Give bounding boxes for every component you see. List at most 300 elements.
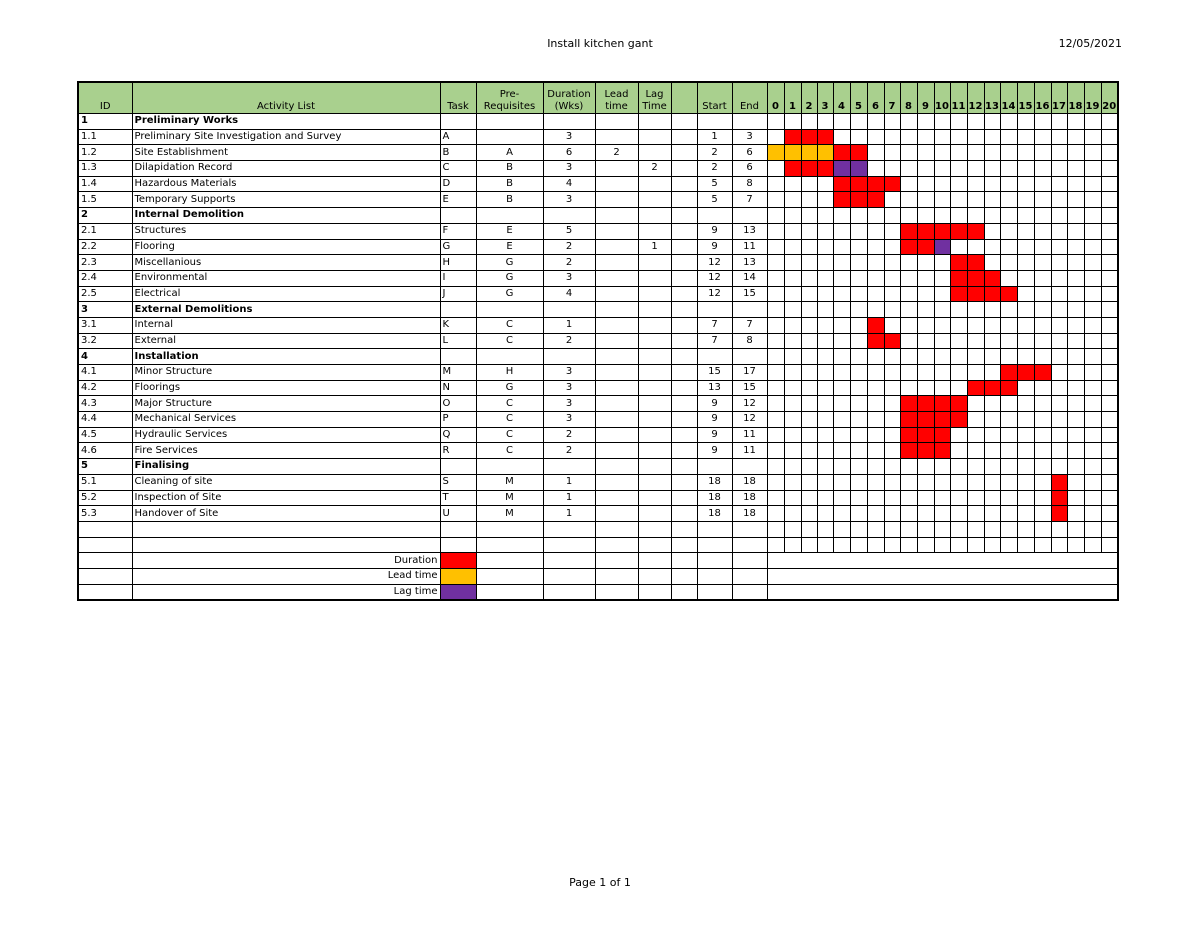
cell-empty [440, 459, 476, 475]
gantt-grid-cell [884, 129, 900, 145]
gantt-grid-cell [1084, 255, 1101, 271]
cell-prereq: G [476, 270, 543, 286]
cell-task: O [440, 396, 476, 412]
cell-id: 4.5 [78, 427, 132, 443]
cell-end: 15 [732, 286, 767, 302]
cell-activity: Inspection of Site [132, 490, 440, 506]
cell-empty [732, 537, 767, 553]
gantt-grid-cell [967, 192, 984, 208]
cell-blank [671, 192, 697, 208]
gantt-grid-cell [1101, 490, 1118, 506]
gantt-grid-cell [900, 380, 917, 396]
cell-empty [732, 349, 767, 365]
blank-row [78, 537, 1118, 553]
gantt-grid-cell [1084, 506, 1101, 522]
cell-empty [850, 521, 867, 537]
gantt-grid-cell [967, 239, 984, 255]
gantt-grid-cell [801, 223, 817, 239]
gantt-bar-cell-lead [801, 145, 817, 161]
gantt-grid-cell [884, 349, 900, 365]
cell-lead [595, 412, 638, 428]
gantt-bar-cell-duration [967, 380, 984, 396]
cell-empty [967, 521, 984, 537]
gantt-grid-cell [1067, 145, 1084, 161]
gantt-grid-cell [1067, 255, 1084, 271]
gantt-grid-cell [1000, 208, 1017, 224]
gantt-grid-cell [817, 459, 833, 475]
cell-empty [476, 584, 543, 600]
gantt-grid-cell [884, 114, 900, 130]
gantt-grid-cell [767, 302, 784, 318]
gantt-grid-cell [900, 208, 917, 224]
gantt-grid-cell [784, 302, 801, 318]
gantt-grid-cell [784, 396, 801, 412]
cell-activity: Flooring [132, 239, 440, 255]
section-row [78, 114, 1118, 130]
gantt-grid-cell [884, 396, 900, 412]
gantt-grid-cell [817, 490, 833, 506]
gantt-grid-cell [1034, 506, 1051, 522]
cell-empty [440, 302, 476, 318]
gantt-grid-cell [1084, 427, 1101, 443]
gantt-grid-cell [867, 286, 884, 302]
cell-id: 4.2 [78, 380, 132, 396]
cell-empty [476, 208, 543, 224]
cell-task: N [440, 380, 476, 396]
gantt-grid-cell [917, 192, 934, 208]
cell-id: 1.2 [78, 145, 132, 161]
gantt-grid-cell [1067, 412, 1084, 428]
gantt-grid-cell [934, 474, 950, 490]
cell-empty [671, 208, 697, 224]
gantt-grid-cell [934, 192, 950, 208]
cell-lag [638, 286, 671, 302]
gantt-grid-cell [917, 176, 934, 192]
gantt-bar-cell-duration [867, 317, 884, 333]
gantt-grid-cell [1067, 380, 1084, 396]
cell-activity: Site Establishment [132, 145, 440, 161]
cell-lag [638, 192, 671, 208]
task-row [78, 270, 1118, 286]
gantt-grid-cell [900, 114, 917, 130]
gantt-grid-cell [884, 459, 900, 475]
cell-activity: Fire Services [132, 443, 440, 459]
gantt-bar-cell-lead [784, 145, 801, 161]
gantt-grid-cell [934, 490, 950, 506]
gantt-grid-cell [1084, 349, 1101, 365]
gantt-grid-cell [801, 412, 817, 428]
gantt-grid-cell [900, 317, 917, 333]
cell-empty [543, 349, 595, 365]
cell-empty [671, 553, 697, 569]
gantt-grid-cell [817, 223, 833, 239]
gantt-grid-cell [1067, 161, 1084, 177]
gantt-grid-cell [850, 286, 867, 302]
gantt-grid-cell [884, 302, 900, 318]
gantt-bar-cell-duration [1034, 365, 1051, 381]
gantt-bar-cell-duration [967, 255, 984, 271]
gantt-grid-cell [917, 114, 934, 130]
gantt-grid-cell [784, 239, 801, 255]
cell-id: 2.4 [78, 270, 132, 286]
gantt-grid-cell [1051, 302, 1067, 318]
gantt-grid-cell [984, 223, 1000, 239]
gantt-grid-cell [850, 443, 867, 459]
cell-empty [595, 568, 638, 584]
cell-activity: Miscellanious [132, 255, 440, 271]
gantt-grid-cell [817, 255, 833, 271]
cell-end: 15 [732, 380, 767, 396]
cell-empty [917, 521, 934, 537]
gantt-grid-cell [767, 270, 784, 286]
gantt-grid-cell [950, 114, 967, 130]
gantt-grid-cell [850, 490, 867, 506]
cell-lag [638, 333, 671, 349]
cell-task: L [440, 333, 476, 349]
gantt-grid-cell [984, 506, 1000, 522]
week-header-cell: 4 [833, 82, 850, 114]
legend-swatch-duration [440, 553, 476, 569]
gantt-grid-cell [1034, 255, 1051, 271]
gantt-grid-cell [1034, 145, 1051, 161]
gantt-grid-cell [867, 223, 884, 239]
gantt-grid-cell [917, 506, 934, 522]
gantt-grid-cell [1051, 349, 1067, 365]
gantt-bar-cell-duration [833, 192, 850, 208]
cell-prereq: B [476, 176, 543, 192]
cell-id: 5 [78, 459, 132, 475]
cell-empty [833, 521, 850, 537]
page-header-date: 12/05/2021 [1058, 37, 1122, 50]
cell-activity: Hazardous Materials [132, 176, 440, 192]
gantt-grid-cell [1017, 380, 1034, 396]
gantt-grid-cell [784, 333, 801, 349]
gantt-grid-cell [1017, 270, 1034, 286]
gantt-grid-cell [950, 192, 967, 208]
gantt-grid-cell [884, 474, 900, 490]
gantt-grid-cell [1101, 380, 1118, 396]
cell-duration: 2 [543, 239, 595, 255]
gantt-grid-cell [967, 302, 984, 318]
cell-blank [671, 443, 697, 459]
gantt-grid-cell [1101, 176, 1118, 192]
gantt-bar-cell-lag [833, 161, 850, 177]
gantt-grid-cell [1101, 129, 1118, 145]
gantt-grid-cell [917, 490, 934, 506]
cell-end: 11 [732, 239, 767, 255]
cell-empty [1101, 521, 1118, 537]
cell-activity: Internal Demolition [132, 208, 440, 224]
gantt-grid-cell [900, 474, 917, 490]
gantt-grid-cell [817, 396, 833, 412]
cell-task: T [440, 490, 476, 506]
gantt-grid-cell [1084, 396, 1101, 412]
gantt-grid-cell [934, 506, 950, 522]
gantt-grid-cell [1017, 443, 1034, 459]
cell-id: 2.3 [78, 255, 132, 271]
cell-id: 4.3 [78, 396, 132, 412]
cell-id: 5.2 [78, 490, 132, 506]
page-header-title: Install kitchen gant [547, 37, 653, 50]
cell-empty [934, 521, 950, 537]
gantt-grid-cell [1051, 317, 1067, 333]
gantt-grid-cell [1017, 161, 1034, 177]
gantt-grid-cell [900, 145, 917, 161]
gantt-grid-cell [817, 286, 833, 302]
gantt-grid-cell [1084, 192, 1101, 208]
gantt-grid-cell [984, 474, 1000, 490]
gantt-grid-cell [917, 380, 934, 396]
gantt-grid-cell [967, 208, 984, 224]
gantt-grid-cell [900, 365, 917, 381]
gantt-grid-cell [817, 333, 833, 349]
week-header-cell: 0 [767, 82, 784, 114]
cell-empty [671, 114, 697, 130]
cell-empty [671, 302, 697, 318]
cell-lag [638, 506, 671, 522]
gantt-grid-cell [1000, 302, 1017, 318]
gantt-grid-cell [767, 365, 784, 381]
cell-lead [595, 427, 638, 443]
cell-lead [595, 192, 638, 208]
cell-lag [638, 255, 671, 271]
gantt-grid-cell [984, 396, 1000, 412]
cell-task: I [440, 270, 476, 286]
gantt-grid-cell [1017, 349, 1034, 365]
gantt-grid-cell [1000, 255, 1017, 271]
cell-task: P [440, 412, 476, 428]
gantt-grid-cell [1084, 302, 1101, 318]
cell-prereq: C [476, 443, 543, 459]
gantt-bar-cell-lag [934, 239, 950, 255]
gantt-grid-cell [917, 349, 934, 365]
cell-empty [638, 521, 671, 537]
gantt-grid-cell [833, 443, 850, 459]
cell-lag: 2 [638, 161, 671, 177]
gantt-grid-cell [833, 239, 850, 255]
cell-end: 6 [732, 145, 767, 161]
cell-blank [671, 176, 697, 192]
cell-empty [697, 584, 732, 600]
section-row [78, 302, 1118, 318]
cell-prereq: E [476, 239, 543, 255]
gantt-grid-cell [1051, 380, 1067, 396]
cell-prereq: M [476, 490, 543, 506]
gantt-grid-cell [767, 412, 784, 428]
gantt-grid-cell [884, 208, 900, 224]
gantt-grid-cell [950, 443, 967, 459]
gantt-grid-cell [950, 302, 967, 318]
cell-task: F [440, 223, 476, 239]
task-row [78, 474, 1118, 490]
cell-empty [132, 521, 440, 537]
gantt-grid-cell [1101, 365, 1118, 381]
gantt-grid-cell [1084, 286, 1101, 302]
gantt-bar-cell-duration [950, 412, 967, 428]
cell-lag [638, 176, 671, 192]
gantt-bar-cell-lead [817, 145, 833, 161]
gantt-grid-cell [934, 333, 950, 349]
cell-task: A [440, 129, 476, 145]
gantt-grid-cell [850, 239, 867, 255]
gantt-grid-cell [984, 255, 1000, 271]
cell-end: 18 [732, 506, 767, 522]
gantt-grid-cell [1017, 114, 1034, 130]
gantt-grid-cell [1101, 270, 1118, 286]
gantt-grid-cell [1034, 239, 1051, 255]
gantt-grid-cell [850, 255, 867, 271]
gantt-grid-cell [767, 396, 784, 412]
gantt-grid-cell [934, 255, 950, 271]
cell-lead [595, 223, 638, 239]
gantt-grid-cell [1101, 333, 1118, 349]
cell-empty [671, 521, 697, 537]
gantt-grid-cell [801, 506, 817, 522]
gantt-grid-cell [817, 474, 833, 490]
gantt-grid-cell [1000, 317, 1017, 333]
gantt-grid-cell [1034, 349, 1051, 365]
cell-start: 9 [697, 223, 732, 239]
gantt-grid-cell [767, 459, 784, 475]
cell-empty [1000, 521, 1017, 537]
gantt-grid-cell [967, 506, 984, 522]
cell-lag [638, 474, 671, 490]
gantt-grid-cell [1000, 333, 1017, 349]
cell-empty [801, 521, 817, 537]
cell-task: J [440, 286, 476, 302]
gantt-bar-cell-duration [917, 412, 934, 428]
gantt-grid-cell [900, 286, 917, 302]
gantt-grid-cell [1101, 396, 1118, 412]
gantt-grid-cell [867, 161, 884, 177]
cell-prereq: G [476, 380, 543, 396]
cell-lead [595, 443, 638, 459]
week-header-cell: 11 [950, 82, 967, 114]
cell-empty [543, 521, 595, 537]
gantt-bar-cell-duration [801, 161, 817, 177]
gantt-grid-cell [817, 192, 833, 208]
gantt-grid-cell [1017, 145, 1034, 161]
gantt-grid-cell [1067, 286, 1084, 302]
cell-task: E [440, 192, 476, 208]
gantt-bar-cell-duration [967, 223, 984, 239]
cell-activity: Dilapidation Record [132, 161, 440, 177]
gantt-grid-cell [801, 208, 817, 224]
gantt-grid-cell [1067, 427, 1084, 443]
task-row [78, 239, 1118, 255]
gantt-grid-cell [867, 114, 884, 130]
gantt-grid-cell [1067, 114, 1084, 130]
cell-lag [638, 270, 671, 286]
cell-blank [671, 396, 697, 412]
cell-empty [671, 584, 697, 600]
cell-empty [638, 114, 671, 130]
gantt-grid-cell [1017, 427, 1034, 443]
cell-empty [476, 537, 543, 553]
cell-duration: 3 [543, 412, 595, 428]
cell-start: 9 [697, 412, 732, 428]
gantt-grid-cell [1067, 333, 1084, 349]
gantt-grid-cell [1034, 459, 1051, 475]
gantt-grid-cell [850, 474, 867, 490]
gantt-grid-cell [1051, 459, 1067, 475]
cell-prereq: E [476, 223, 543, 239]
cell-empty [1067, 521, 1084, 537]
gantt-grid-cell [967, 443, 984, 459]
cell-empty [638, 568, 671, 584]
gantt-grid-cell [867, 145, 884, 161]
gantt-grid-cell [1101, 208, 1118, 224]
cell-prereq [476, 129, 543, 145]
cell-empty [900, 537, 917, 553]
page-footer: Page 1 of 1 [569, 876, 631, 889]
cell-blank [671, 161, 697, 177]
gantt-grid-cell [867, 239, 884, 255]
gantt-grid-cell [984, 333, 1000, 349]
task-row [78, 443, 1118, 459]
week-header-cell: 14 [1000, 82, 1017, 114]
col-header-start: Start [697, 82, 732, 114]
section-row [78, 208, 1118, 224]
cell-empty [732, 568, 767, 584]
cell-prereq: M [476, 474, 543, 490]
cell-empty [543, 537, 595, 553]
cell-start: 12 [697, 255, 732, 271]
gantt-grid-cell [817, 317, 833, 333]
gantt-grid-cell [950, 427, 967, 443]
task-row [78, 396, 1118, 412]
gantt-grid-cell [801, 176, 817, 192]
gantt-grid-cell [1051, 223, 1067, 239]
cell-empty [697, 302, 732, 318]
cell-empty [732, 114, 767, 130]
gantt-bar-cell-duration [900, 396, 917, 412]
cell-lead [595, 270, 638, 286]
cell-lead [595, 286, 638, 302]
cell-empty [732, 584, 767, 600]
cell-empty [476, 114, 543, 130]
col-header-lag: Lag Time [638, 82, 671, 114]
gantt-grid-cell [950, 176, 967, 192]
gantt-grid-cell [984, 443, 1000, 459]
gantt-grid-cell [950, 365, 967, 381]
gantt-grid-cell [767, 161, 784, 177]
gantt-grid-cell [1017, 396, 1034, 412]
gantt-grid-cell [767, 380, 784, 396]
cell-empty [697, 349, 732, 365]
gantt-grid-cell [967, 161, 984, 177]
cell-lead [595, 129, 638, 145]
cell-empty [543, 208, 595, 224]
cell-lag [638, 365, 671, 381]
cell-duration: 1 [543, 490, 595, 506]
gantt-grid-cell [984, 317, 1000, 333]
gantt-grid-cell [1017, 412, 1034, 428]
gantt-grid-cell [884, 506, 900, 522]
cell-end: 8 [732, 333, 767, 349]
gantt-grid-cell [833, 459, 850, 475]
cell-empty [967, 537, 984, 553]
cell-empty [867, 521, 884, 537]
cell-start: 9 [697, 396, 732, 412]
cell-activity: Mechanical Services [132, 412, 440, 428]
cell-id: 4 [78, 349, 132, 365]
cell-lag [638, 427, 671, 443]
week-header-cell: 1 [784, 82, 801, 114]
gantt-grid-cell [767, 192, 784, 208]
gantt-grid-cell [833, 349, 850, 365]
cell-start: 12 [697, 270, 732, 286]
